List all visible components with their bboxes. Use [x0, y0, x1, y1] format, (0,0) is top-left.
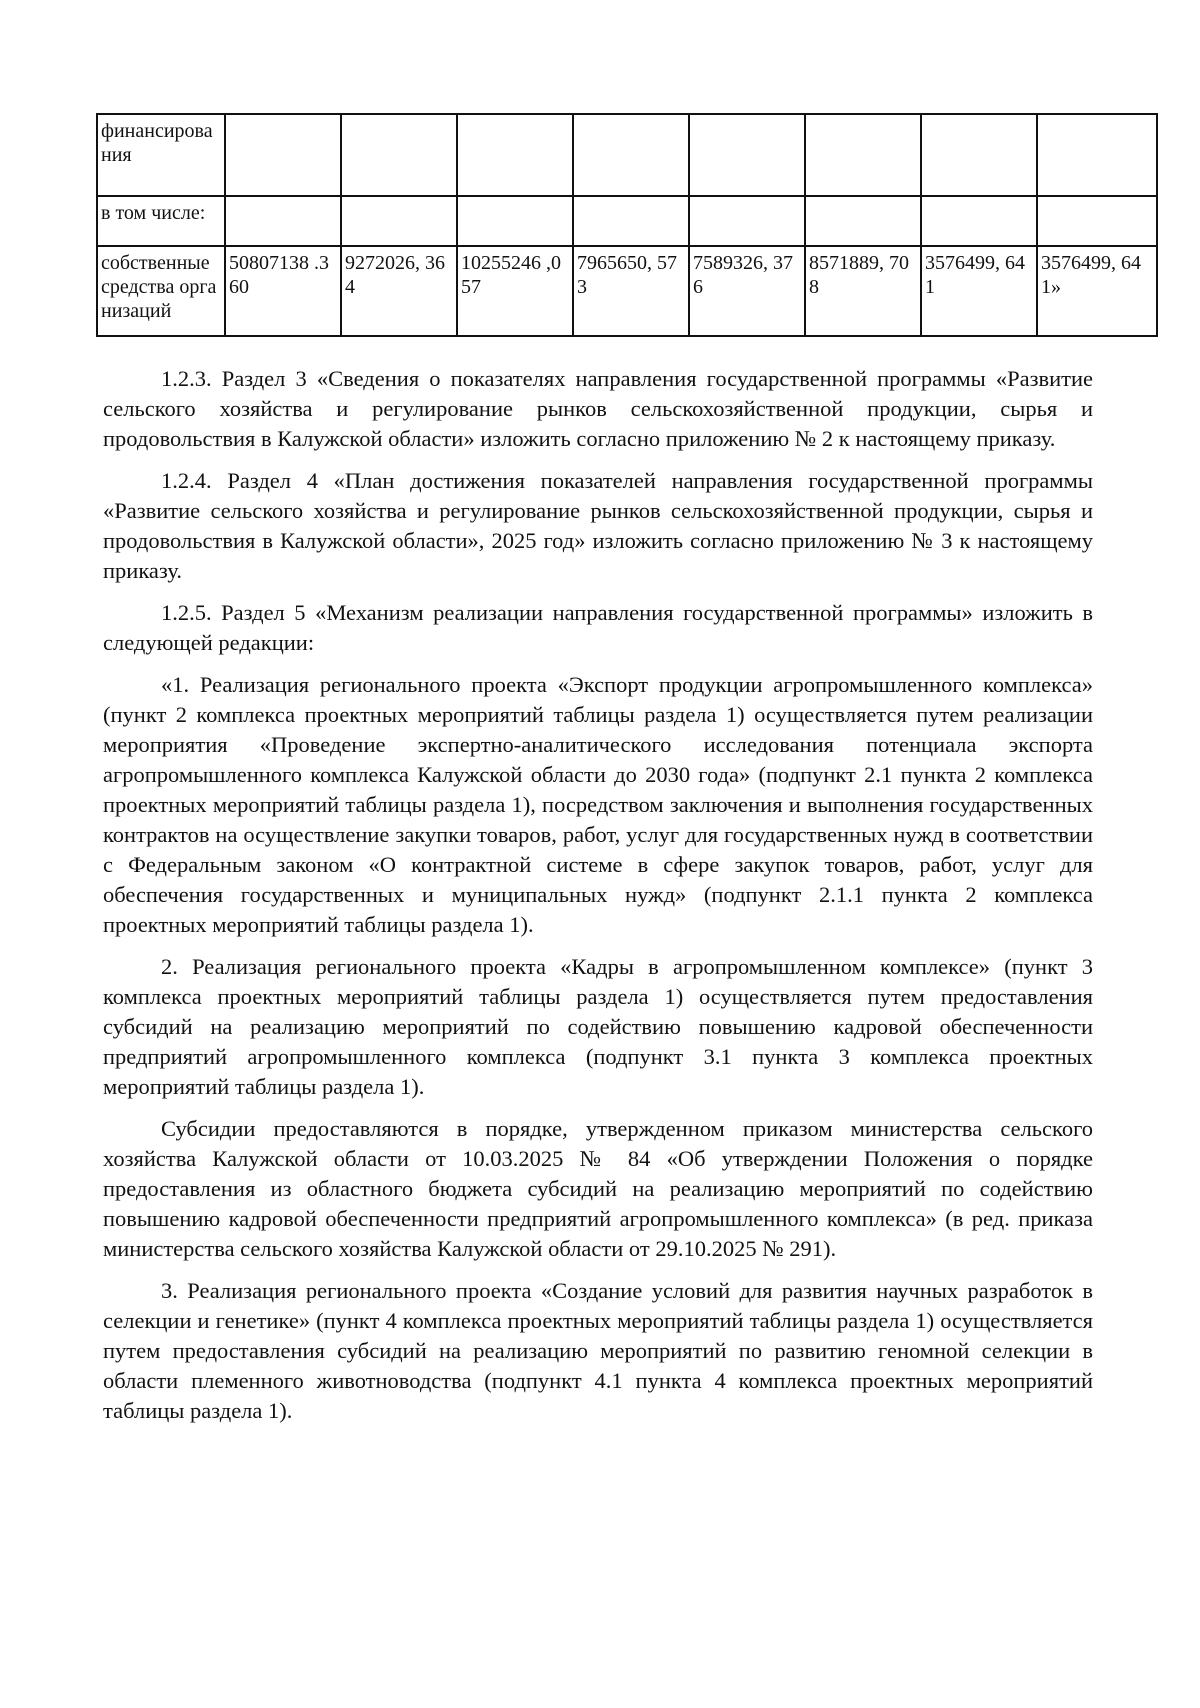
paragraph-item-2: 2. Реализация регионального проекта «Кадры в агропромышленном комплексе» (пункт 3 комплекса проектных мероприятий таблицы раздела 1) осуществляется путем предоставления субсидий на реализацию мероприятий по содействию повышению кадровой обеспеченности предприятий агропромышленного комплекса (подпункт 3.1 пункта 3 комплекса проектных мероприятий таблицы раздела 1).	[103, 954, 1093, 1099]
table-cell	[457, 114, 573, 196]
table-cell	[689, 196, 805, 246]
table-cell	[573, 114, 689, 196]
table-cell	[341, 114, 457, 196]
row-label: в том числе:	[97, 196, 225, 246]
table-row	[97, 246, 1157, 336]
paragraph-item-3: 3. Реализация регионального проекта «Создание условий для развития научных разработок в селекции и генетике» (пункт 4 комплекса проектных мероприятий таблицы раздела 1) осуществляется путем предоставления субсидий на реализацию мероприятий по развитию геномной селекции в области племенного животноводства (подпункт 4.1 пункта 4 комплекса проектных мероприятий таблицы раздела 1).	[103, 1278, 1093, 1423]
table-cell	[689, 114, 805, 196]
table-cell	[921, 196, 1037, 246]
table-cell	[225, 114, 341, 196]
table-cell: 50807138 .360	[225, 246, 341, 336]
row-label: собственные средства организаций	[97, 246, 225, 336]
table-cell	[341, 196, 457, 246]
paragraph-1-2-3: 1.2.3. Раздел 3 «Сведения о показателях направления государственной программы «Развитие сельского хозяйства и регулирование рынков сельскохозяйственной продукции, сырья и продовольствия в Калужской области» изложить согласно приложению № 2 к настоящему приказу.	[103, 366, 1093, 451]
table-cell: 10255246 ,057	[457, 246, 573, 336]
table-cell	[225, 196, 341, 246]
table-row	[97, 114, 1157, 196]
paragraph-subsidies: Субсидии предоставляются в порядке, утвержденном приказом министерства сельского хозяйства Калужской области от 10.03.2025 № 84 «Об утверждении Положения о порядке предоставления из областного бюджета субсидий на реализацию мероприятий по содействию повышению кадровой обеспеченности предприятий агропромышленного комплекса» (в ред. приказа министерства сельского хозяйства Калужской области от 29.10.2025 № 291).	[103, 1116, 1093, 1261]
table-cell: 9272026, 364	[341, 246, 457, 336]
paragraph-item-1: «1. Реализация регионального проекта «Экспорт продукции агропромышленного комплекса» (пункт 2 комплекса проектных мероприятий таблицы раздела 1) осуществляется путем реализации мероприятия «Проведение экспертно-аналитического исследования потенциала экспорта агропромышленного комплекса Калужской области до 2030 года» (подпункт 2.1 пункта 2 комплекса проектных мероприятий таблицы раздела 1), посредством заключения и выполнения государственных контрактов на осуществление закупки товаров, работ, услуг для государственных нужд в соответствии с Федеральным законом «О контрактной системе в сфере закупок товаров, работ, услуг для обеспечения государственных и муниципальных нужд» (подпункт 2.1.1 пункта 2 комплекса проектных мероприятий таблицы раздела 1).	[103, 672, 1093, 937]
table-cell	[1037, 196, 1157, 246]
table-cell: 3576499, 641»	[1037, 246, 1157, 336]
table-cell	[805, 196, 921, 246]
table-cell: 7965650, 573	[573, 246, 689, 336]
table-cell: 3576499, 641	[921, 246, 1037, 336]
table-cell	[457, 196, 573, 246]
table-row	[97, 196, 1157, 246]
table-cell	[573, 196, 689, 246]
row-label: финансирова ния	[97, 114, 225, 196]
paragraph-1-2-4: 1.2.4. Раздел 4 «План достижения показателей направления государственной программы «Развитие сельского хозяйства и регулирование рынков сельскохозяйственной продукции, сырья и продовольствия в Калужской области», 2025 год» изложить согласно приложению № 3 к настоящему приказу.	[103, 468, 1093, 583]
table-cell	[1037, 114, 1157, 196]
table-cell	[805, 114, 921, 196]
table-cell: 8571889, 708	[805, 246, 921, 336]
paragraph-1-2-5: 1.2.5. Раздел 5 «Механизм реализации направления государственной программы» изложить в следующей редакции:	[103, 600, 1093, 655]
document-body	[103, 364, 1093, 1438]
financing-table	[96, 113, 1158, 337]
table-cell	[921, 114, 1037, 196]
table-cell: 7589326, 376	[689, 246, 805, 336]
